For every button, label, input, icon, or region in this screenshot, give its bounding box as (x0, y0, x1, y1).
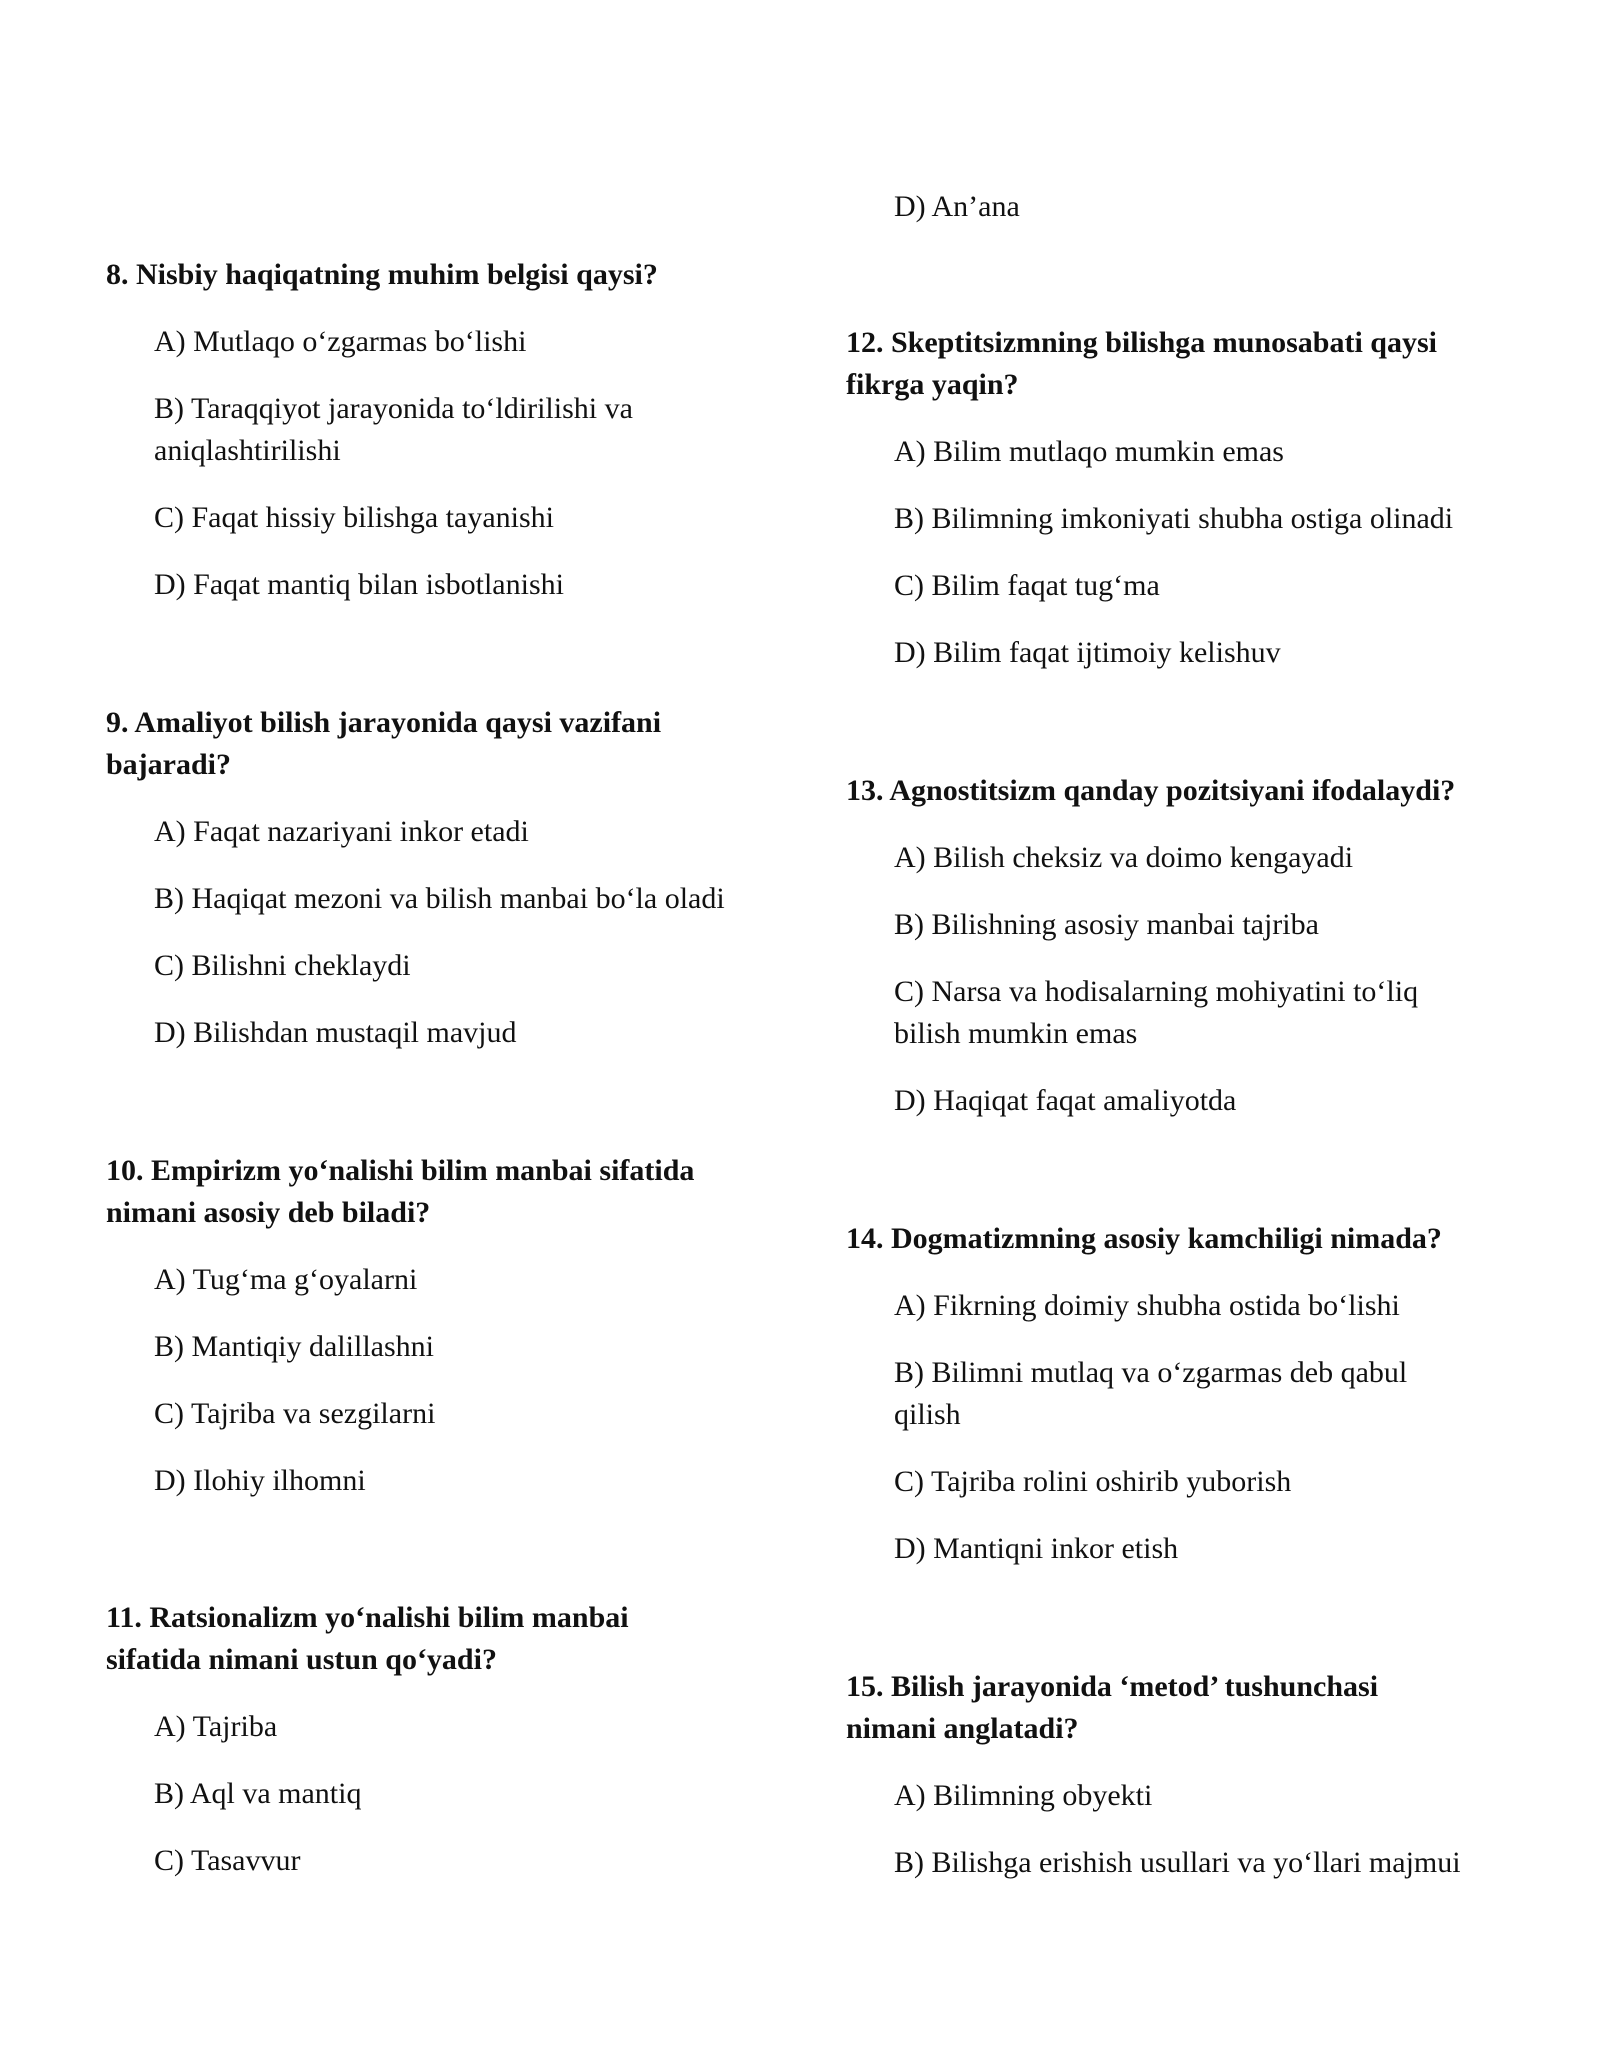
question-block-13 (846, 770, 1526, 1122)
option-a: A) Tug‘ma g‘oyalarni (154, 1263, 418, 1296)
question-text: 15. Bilish jarayonida ‘metod’ tushunchasi nimani anglatadi? (846, 1670, 1379, 1745)
question-block-10 (106, 1150, 746, 1502)
option-b: B) Bilishning asosiy manbai tajriba (894, 908, 1319, 941)
option-c: C) Tajriba rolini oshirib yuborish (894, 1465, 1292, 1498)
option-b: B) Mantiqiy dalillashni (154, 1330, 434, 1363)
option-c: C) Narsa va hodisalarning mohiyatini to‘liq bilish mumkin emas (894, 975, 1419, 1050)
option-b: B) Bilimning imkoniyati shubha ostiga olinadi (894, 502, 1454, 535)
question-block-14 (846, 1218, 1526, 1570)
question-block-11 (106, 1597, 746, 1882)
question-block-12 (846, 322, 1506, 674)
question-text: 10. Empirizm yo‘nalishi bilim manbai sifatida nimani asosiy deb biladi? (106, 1154, 695, 1229)
question-block-15 (846, 1666, 1526, 1884)
option-a: A) Bilim mutlaqo mumkin emas (894, 435, 1284, 468)
question-text: 9. Amaliyot bilish jarayonida qaysi vazifani bajaradi? (106, 706, 662, 781)
option-c: C) Tasavvur (154, 1844, 301, 1877)
option-b: B) Aql va mantiq (154, 1777, 362, 1810)
option-b: B) Bilishga erishish usullari va yo‘llari majmui (894, 1846, 1461, 1879)
option-d: D) An’ana (894, 190, 1020, 223)
question-text: 11. Ratsionalizm yo‘nalishi bilim manbai sifatida nimani ustun qo‘yadi? (106, 1601, 629, 1676)
option-a: A) Bilimning obyekti (894, 1779, 1153, 1812)
option-a: A) Faqat nazariyani inkor etadi (154, 815, 529, 848)
question-block-continued (846, 186, 1526, 228)
option-d: D) Ilohiy ilhomni (154, 1464, 366, 1497)
option-d: D) Bilishdan mustaqil mavjud (154, 1016, 517, 1049)
question-text: 8. Nisbiy haqiqatning muhim belgisi qaysi? (106, 258, 658, 291)
option-c: C) Faqat hissiy bilishga tayanishi (154, 501, 554, 534)
question-text: 13. Agnostitsizm qanday pozitsiyani ifodalaydi? (846, 774, 1456, 807)
question-text: 12. Skeptitsizmning bilishga munosabati qaysi fikrga yaqin? (846, 326, 1437, 401)
option-d: D) Faqat mantiq bilan isbotlanishi (154, 568, 564, 601)
question-block-8 (106, 254, 746, 606)
option-b: B) Haqiqat mezoni va bilish manbai bo‘la oladi (154, 882, 725, 915)
question-text: 14. Dogmatizmning asosiy kamchiligi nimada? (846, 1222, 1442, 1255)
option-c: C) Tajriba va sezgilarni (154, 1397, 436, 1430)
option-a: A) Mutlaqo o‘zgarmas bo‘lishi (154, 325, 527, 358)
question-block-9 (106, 702, 746, 1054)
option-c: C) Bilim faqat tug‘ma (894, 569, 1160, 602)
option-b: B) Taraqqiyot jarayonida to‘ldirilishi va aniqlashtirilishi (154, 392, 633, 467)
option-a: A) Tajriba (154, 1710, 278, 1743)
option-b: B) Bilimni mutlaq va o‘zgarmas deb qabul qilish (894, 1356, 1408, 1431)
option-d: D) Mantiqni inkor etish (894, 1532, 1179, 1565)
option-c: C) Bilishni cheklaydi (154, 949, 411, 982)
option-a: A) Fikrning doimiy shubha ostida bo‘lishi (894, 1289, 1400, 1322)
option-d: D) Haqiqat faqat amaliyotda (894, 1084, 1237, 1117)
option-d: D) Bilim faqat ijtimoiy kelishuv (894, 636, 1281, 669)
option-a: A) Bilish cheksiz va doimo kengayadi (894, 841, 1354, 874)
